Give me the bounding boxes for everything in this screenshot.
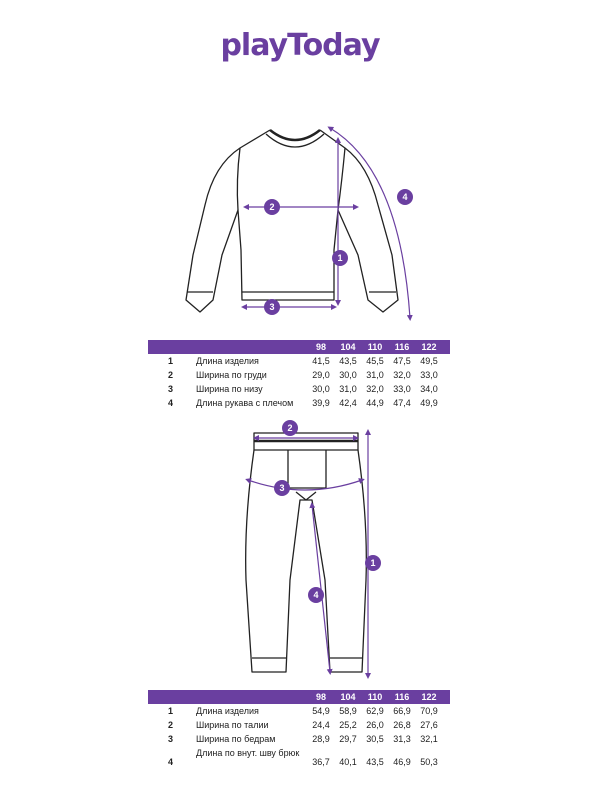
cell-value: 31,0 [366, 370, 384, 380]
cell-value: 34,0 [420, 384, 438, 394]
row-label: Ширина по бедрам [196, 734, 276, 744]
cell-value: 40,1 [339, 757, 357, 767]
pants-measurements [248, 432, 368, 676]
row-number: 2 [168, 720, 174, 730]
cell-value: 32,1 [420, 734, 438, 744]
row-label: Длина по внут. шву брюк [196, 748, 300, 758]
sweater-size-table [148, 340, 450, 410]
pants-size-table [148, 690, 450, 770]
row-number: 1 [168, 356, 174, 366]
row-number: 4 [168, 398, 174, 408]
row-number: 4 [168, 757, 174, 767]
marker-sweater-2: 2 [269, 202, 275, 212]
cell-value: 31,0 [339, 384, 357, 394]
size-header: 116 [394, 692, 410, 702]
cell-value: 62,9 [366, 706, 384, 716]
cell-value: 33,0 [420, 370, 438, 380]
table-row [148, 354, 450, 368]
row-number: 2 [168, 370, 174, 380]
cell-value: 47,4 [393, 398, 411, 408]
size-header: 110 [367, 342, 383, 352]
size-header: 98 [315, 692, 326, 702]
cell-value: 33,0 [393, 384, 411, 394]
row-label: Длина рукава с плечом [196, 398, 294, 408]
cell-value: 31,3 [393, 734, 411, 744]
brand-logo: playToday [220, 28, 380, 63]
cell-value: 54,9 [312, 706, 330, 716]
cell-value: 26,8 [393, 720, 411, 730]
table-row [148, 746, 450, 770]
cell-value: 42,4 [339, 398, 357, 408]
cell-value: 32,0 [393, 370, 411, 380]
marker-pants-1: 1 [370, 558, 376, 568]
cell-value: 27,6 [420, 720, 438, 730]
size-header: 104 [340, 692, 356, 702]
size-header: 98 [315, 342, 326, 352]
marker-pants-4: 4 [313, 590, 319, 600]
row-label: Длина изделия [196, 706, 259, 716]
table-row [148, 718, 450, 732]
table-header [148, 690, 450, 704]
cell-value: 29,7 [339, 734, 357, 744]
marker-pants-2: 2 [287, 423, 293, 433]
row-number: 3 [168, 734, 174, 744]
cell-value: 44,9 [366, 398, 384, 408]
marker-sweater-4: 4 [402, 192, 408, 202]
marker-pants-3: 3 [279, 483, 285, 493]
cell-value: 29,0 [312, 370, 330, 380]
row-number: 3 [168, 384, 174, 394]
table-row [148, 368, 450, 382]
table-header [148, 340, 450, 354]
cell-value: 45,5 [366, 356, 384, 366]
cell-value: 66,9 [393, 706, 411, 716]
row-label: Ширина по низу [196, 384, 263, 394]
cell-value: 25,2 [339, 720, 357, 730]
cell-value: 32,0 [366, 384, 384, 394]
cell-value: 30,0 [339, 370, 357, 380]
cell-value: 41,5 [312, 356, 330, 366]
cell-value: 58,9 [339, 706, 357, 716]
sweater-measurements [244, 128, 410, 318]
table-row [148, 382, 450, 396]
size-header: 116 [394, 342, 410, 352]
row-label: Ширина по груди [196, 370, 267, 380]
size-header: 104 [340, 342, 356, 352]
table-row [148, 732, 450, 746]
size-header: 122 [421, 342, 437, 352]
cell-value: 49,5 [420, 356, 438, 366]
cell-value: 28,9 [312, 734, 330, 744]
sweater-sketch [186, 130, 398, 312]
cell-value: 43,5 [339, 356, 357, 366]
cell-value: 30,0 [312, 384, 330, 394]
size-header: 122 [421, 692, 437, 702]
marker-sweater-3: 3 [269, 302, 275, 312]
pants-sketch [246, 433, 367, 672]
cell-value: 47,5 [393, 356, 411, 366]
row-label: Ширина по талии [196, 720, 269, 730]
cell-value: 50,3 [420, 757, 438, 767]
cell-value: 30,5 [366, 734, 384, 744]
cell-value: 70,9 [420, 706, 438, 716]
cell-value: 46,9 [393, 757, 411, 767]
row-label: Длина изделия [196, 356, 259, 366]
table-row [148, 396, 450, 410]
size-header: 110 [367, 692, 383, 702]
cell-value: 43,5 [366, 757, 384, 767]
table-row [148, 704, 450, 718]
row-number: 1 [168, 706, 174, 716]
cell-value: 26,0 [366, 720, 384, 730]
cell-value: 49,9 [420, 398, 438, 408]
cell-value: 24,4 [312, 720, 330, 730]
marker-sweater-1: 1 [337, 253, 343, 263]
cell-value: 36,7 [312, 757, 330, 767]
cell-value: 39,9 [312, 398, 330, 408]
